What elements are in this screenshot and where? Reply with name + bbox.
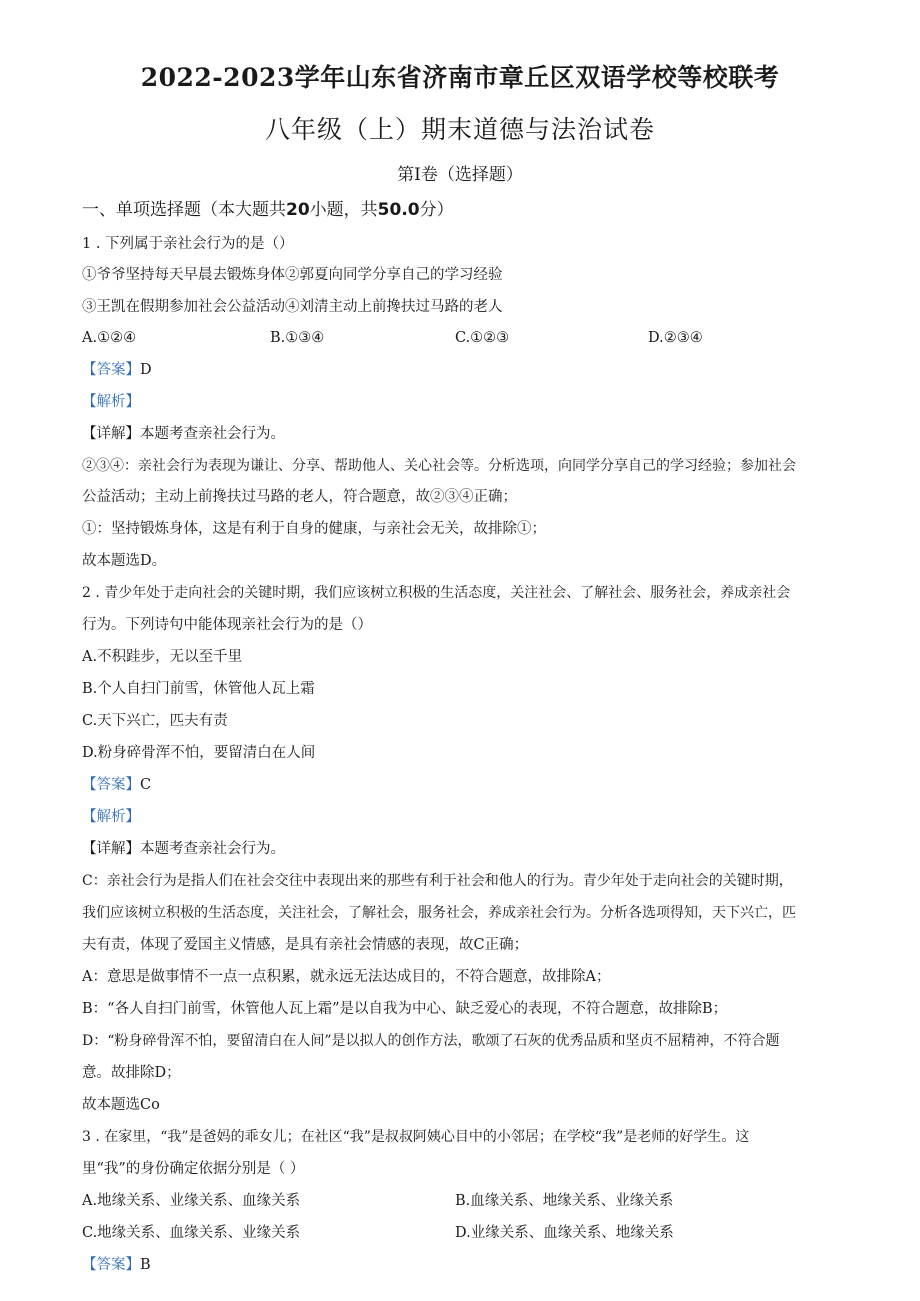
q1-option-d: D.②③④: [648, 330, 703, 346]
q3-option-b: B.血缘关系、地缘关系、业缘关系: [455, 1193, 674, 1209]
section-heading: 一、单项选择题（本大题共20小题，共50.0分）: [82, 200, 454, 220]
answer-tag: 【答案】: [82, 777, 140, 793]
q1-statements-2: ③王凯在假期参加社会公益活动④刘清主动上前搀扶过马路的老人: [82, 299, 503, 315]
q2-option-b: B.个人自扫门前雪，休管他人瓦上霜: [82, 681, 315, 697]
q2-explanation-7: 意。故排除D；: [82, 1065, 181, 1081]
q3-option-a: A.地缘关系、业缘关系、血缘关系: [82, 1193, 301, 1209]
q2-explanation-2: 我们应该树立积极的生活态度，关注社会，了解社会，服务社会，养成亲社会行为。分析各选项得知，天下兴亡，匹: [82, 905, 796, 921]
q1-explanation-3: ①：坚持锻炼身体，这是有利于自身的健康，与亲社会无关，故排除①；: [82, 521, 546, 537]
q1-option-c: C.①②③: [455, 330, 510, 346]
q1-explanation-2: 公益活动；主动上前搀扶过马路的老人，符合题意，故②③④正确；: [82, 489, 517, 505]
q2-analysis-tag: 【解析】: [82, 809, 140, 825]
exam-title-line1: 2022-2023学年山东省济南市章丘区双语学校等校联考: [140, 63, 780, 92]
q1-option-b: B.①③④: [270, 330, 325, 346]
q2-detail: 【详解】本题考查亲社会行为。: [82, 841, 285, 857]
q1-conclusion: 故本题选D。: [82, 553, 167, 569]
q2-explanation-5: B：“各人自扫门前雪，休管他人瓦上霜”是以自我为中心、缺乏爱心的表现，不符合题意，故排除B；: [82, 1001, 728, 1017]
q2-option-c: C.天下兴亡，匹夫有责: [82, 713, 228, 729]
answer-tag: 【答案】: [82, 1257, 140, 1273]
q3-answer: 【答案】B: [82, 1257, 151, 1273]
q2-explanation-3: 夫有责，体现了爱国主义情感，是具有亲社会情感的表现，故C正确；: [82, 937, 529, 953]
q2-explanation-6: D：“粉身碎骨浑不怕，要留清白在人间”是以拟人的创作方法，歌颂了石灰的优秀品质和坚贞不屈精神，不符合题: [82, 1033, 780, 1049]
q1-stem: 1 . 下列属于亲社会行为的是（）: [82, 236, 294, 252]
q2-explanation-4: A：意思是做事情不一点一点积累，就永远无法达成目的，不符合题意，故排除A；: [82, 969, 611, 985]
q3-option-d: D.业缘关系、血缘关系、地缘关系: [455, 1225, 674, 1241]
q2-conclusion: 故本题选Co: [82, 1097, 160, 1113]
q3-option-c: C.地缘关系、血缘关系、业缘关系: [82, 1225, 301, 1241]
answer-tag: 【答案】: [82, 362, 140, 378]
exam-title-line2: 八年级（上）期末道德与法治试卷: [264, 115, 655, 144]
q1-option-a: A.①②④: [82, 330, 137, 346]
volume-label: 第Ⅰ卷（选择题）: [397, 165, 523, 185]
q2-stem-2: 行为。下列诗句中能体现亲社会行为的是（）: [82, 617, 372, 633]
q1-detail: 【详解】本题考查亲社会行为。: [82, 426, 285, 442]
q1-statements-1: ①爷爷坚持每天早晨去锻炼身体②郭夏向同学分享自己的学习经验: [82, 267, 503, 283]
q1-explanation-1: ②③④：亲社会行为表现为谦让、分享、帮助他人、关心社会等。分析选项，向同学分享自己的学习经验；参加社会: [82, 458, 796, 474]
q3-stem-1: 3 . 在家里，“我”是爸妈的乖女儿；在社区“我”是叔叔阿姨心目中的小邻居；在学校“我”是老师的好学生。这: [82, 1129, 750, 1145]
q2-stem-1: 2 . 青少年处于走向社会的关键时期，我们应该树立积极的生活态度，关注社会、了解社会、服务社会，养成亲社会: [82, 585, 791, 601]
q2-option-a: A.不积跬步，无以至千里: [82, 649, 243, 665]
q2-answer: 【答案】C: [82, 777, 152, 793]
q2-option-d: D.粉身碎骨浑不怕，要留清白在人间: [82, 745, 316, 761]
q1-answer: 【答案】D: [82, 362, 152, 378]
q3-stem-2: 里“我”的身份确定依据分别是（ ）: [82, 1161, 305, 1177]
q1-analysis-tag: 【解析】: [82, 394, 140, 410]
q2-explanation-1: C：亲社会行为是指人们在社会交往中表现出来的那些有利于社会和他人的行为。青少年处于走向社会的关键时期，: [82, 873, 793, 889]
